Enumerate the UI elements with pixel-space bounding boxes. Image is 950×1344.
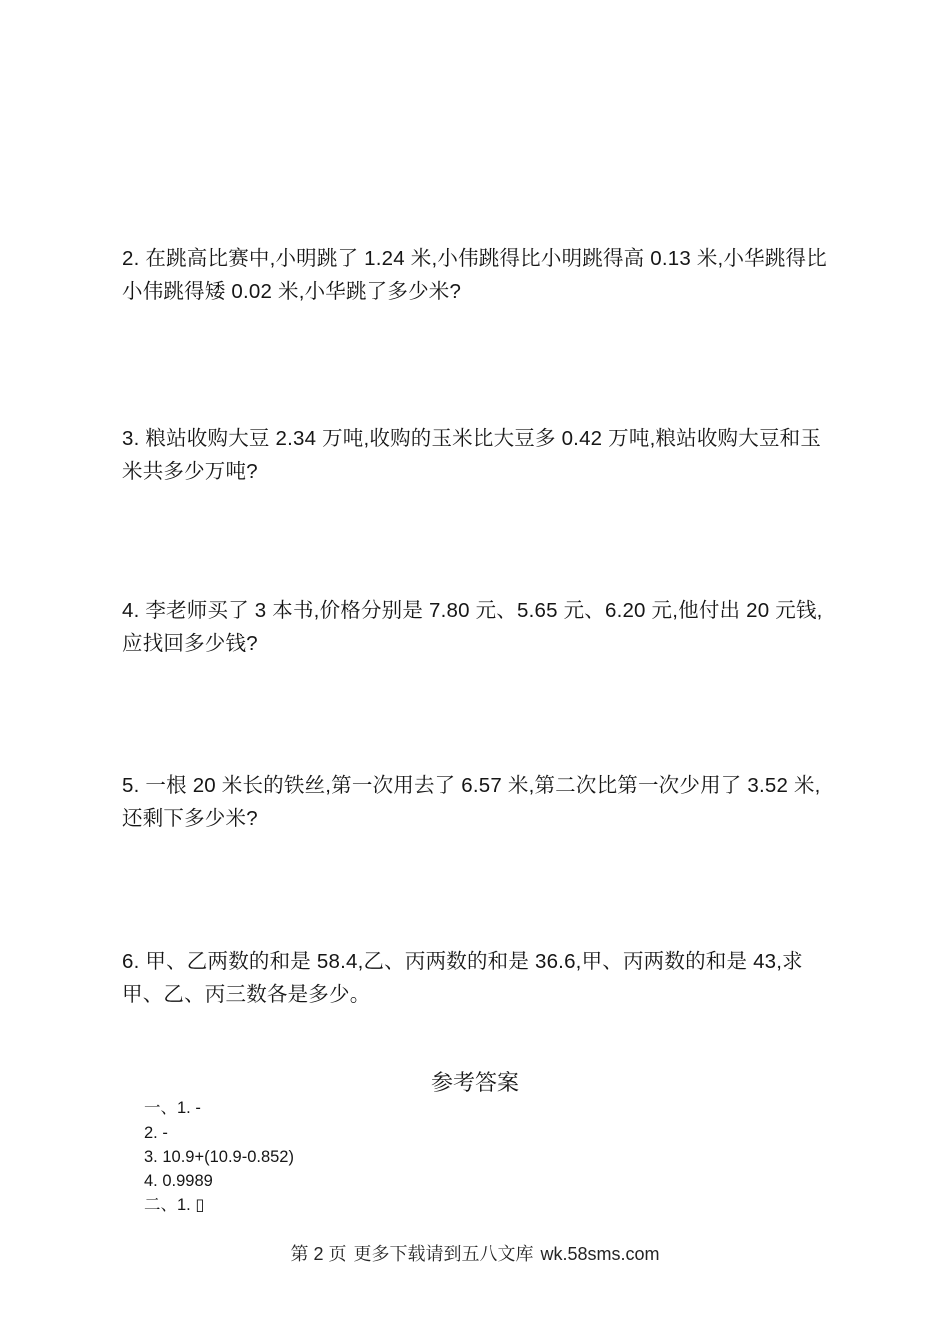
answer-line-2: 2. - — [144, 1124, 168, 1142]
page-footer — [0, 1240, 950, 1266]
question-4: 4. 李老师买了 3 本书,价格分别是 7.80 元、5.65 元、6.20 元,他付出 20 元钱,应找回多少钱? — [122, 599, 823, 655]
answer-line-5: 二、1. ▯ — [144, 1196, 205, 1214]
page-number: 第 2 页 — [290, 1244, 347, 1264]
question-2: 2. 在跳高比赛中,小明跳了 1.24 米,小伟跳得比小明跳得高 0.13 米,小华跳得比小伟跳得矮 0.02 米,小华跳了多少米? — [122, 247, 827, 303]
question-3: 3. 粮站收购大豆 2.34 万吨,收购的玉米比大豆多 0.42 万吨,粮站收购大豆和玉米共多少万吨? — [122, 427, 822, 483]
question-5: 5. 一根 20 米长的铁丝,第一次用去了 6.57 米,第二次比第一次少用了 3.52 米,还剩下多少米? — [122, 774, 821, 830]
answer-line-4: 4. 0.9989 — [144, 1172, 213, 1190]
site-url: wk.58sms.com — [540, 1244, 660, 1264]
answer-line-3: 3. 10.9+(10.9-0.852) — [144, 1148, 294, 1166]
answers-title: 参考答案 — [430, 1070, 519, 1095]
question-6: 6. 甲、乙两数的和是 58.4,乙、丙两数的和是 36.6,甲、丙两数的和是 43,求甲、乙、丙三数各是多少。 — [122, 950, 803, 1006]
download-promo: 更多下载请到五八文库 — [353, 1244, 534, 1264]
answer-line-1: 一、1. - — [144, 1099, 201, 1117]
